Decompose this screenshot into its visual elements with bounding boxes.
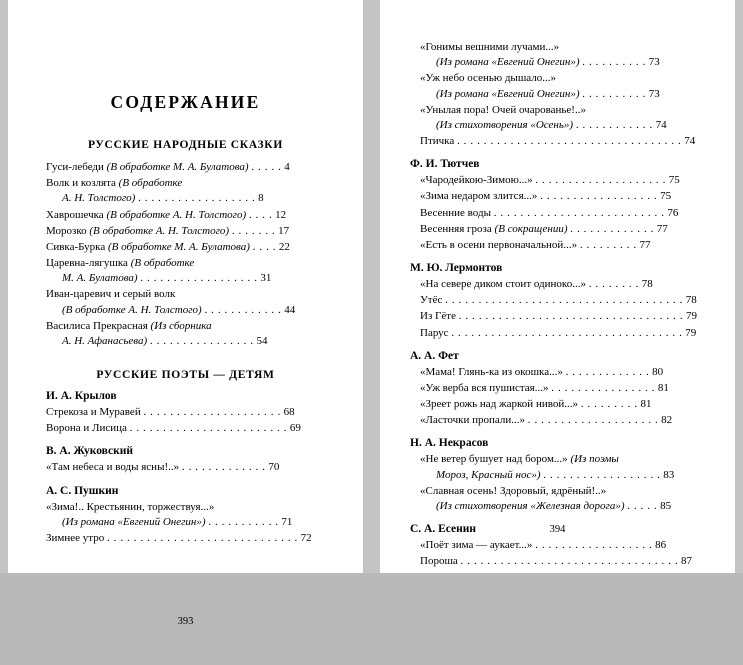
toc-entry[interactable] — [46, 319, 333, 349]
entry-page: 80 — [652, 365, 664, 378]
entry-leader: . . . . . . . . . . . . . — [570, 222, 654, 235]
toc-entry[interactable] — [420, 309, 709, 324]
entry-note-cont: (Из романа «Евгений Онегин») — [62, 515, 206, 528]
entry-title: «Зима!.. Крестьянин, торжествуя...» — [46, 500, 215, 513]
toc-entry[interactable] — [46, 287, 333, 317]
entry-leader: . . . . . . . . . . . . . . . . . . . . . . . . . . . . . . . . . . — [456, 135, 682, 148]
page-number-right: 394 — [549, 524, 566, 535]
entry-title: Утёс — [420, 294, 443, 307]
entry-page: 78 — [685, 294, 697, 307]
entry-title: «Ласточки пропали...» — [420, 414, 525, 427]
entry-title: «Зима недаром злится...» — [420, 190, 538, 203]
entry-note-cont: (Из стихотворения «Осень») — [436, 118, 574, 131]
toc-entry[interactable] — [420, 173, 709, 188]
entry-leader: . . . . . . . . — [588, 278, 639, 291]
toc-entry[interactable] — [420, 554, 709, 569]
entry-page: 85 — [660, 499, 672, 512]
entry-leader: . . . . . . . . . . — [582, 87, 646, 100]
entry-leader: . . . . . . . . . . . . . . . . . . . . . . . . . . . . . . . . . . . — [451, 326, 683, 339]
entry-note-cont: Мороз, Красный нос») — [436, 468, 541, 481]
entry-title: Василиса Прекрасная — [46, 319, 148, 332]
entry-page: 54 — [256, 334, 268, 347]
toc-entry[interactable] — [420, 71, 709, 101]
entry-title: Пороша — [420, 555, 458, 568]
entry-title: Сивка-Бурка — [46, 240, 106, 253]
entry-page: 78 — [641, 278, 653, 291]
entry-leader: . . . . . . . . . . . . . . . . . . . . — [535, 174, 666, 187]
entry-leader: . . . . . — [627, 499, 658, 512]
entry-title: «Поёт зима — аукает...» — [420, 539, 533, 552]
entry-page: 44 — [284, 303, 296, 316]
entry-title: Морозко — [46, 224, 87, 237]
page-number-left: 393 — [177, 616, 194, 627]
entry-leader: . . . . . . . — [231, 224, 276, 237]
left-page — [8, 0, 363, 627]
entry-page: 81 — [657, 381, 669, 394]
entry-page: 75 — [668, 174, 680, 187]
toc-entry[interactable] — [46, 405, 333, 420]
entry-leader: . . . . . . . . . . . . . . . . . . . . . . . . . . . . . . . . . — [460, 555, 679, 568]
entry-continuation — [62, 303, 333, 318]
entry-leader: . . . . . . . . . — [580, 398, 638, 411]
entry-title: Из Гёте — [420, 310, 456, 323]
entry-page: 73 — [648, 56, 660, 69]
entry-leader: . . . . . . . . . . . . . . . . . . — [543, 468, 661, 481]
author-name-esenin: С. А. Есенин — [410, 523, 477, 536]
entry-continuation — [436, 118, 709, 133]
toc-entry[interactable] — [420, 189, 709, 204]
entry-note-cont: (Из стихотворения «Железная дорога») — [436, 499, 625, 512]
entry-page: 79 — [685, 310, 697, 323]
toc-entry[interactable] — [420, 40, 709, 70]
entry-note: (В обработке А. Н. Толстого) — [106, 208, 247, 221]
entry-page: 74 — [655, 118, 667, 131]
entry-leader: . . . . . . . . . . . . . . . . — [149, 334, 254, 347]
entry-leader: . . . . . . . . . . . . . — [181, 461, 266, 474]
entry-page: 86 — [655, 539, 667, 552]
entry-leader: . . . . . . . . . . . . — [575, 118, 653, 131]
toc-entry[interactable] — [46, 224, 333, 239]
entry-note: (В обработке М. А. Булатова) — [108, 240, 250, 253]
toc-entry[interactable] — [420, 484, 709, 514]
toc-entry[interactable] — [420, 397, 709, 412]
entry-title: Весенние воды — [420, 206, 491, 219]
entry-page: 77 — [639, 238, 651, 251]
entry-title: «Есть в осени первоначальной...» — [420, 238, 578, 251]
entry-continuation — [436, 87, 709, 102]
entry-leader: . . . . . . . . . . . . . . . . . . . . . . . . . . . . . . . . . . — [458, 310, 684, 323]
entry-note: (В обработке А. Н. Толстого) — [89, 224, 230, 237]
entry-title: Иван-царевич и серый волк — [46, 288, 176, 301]
entry-leader: . . . . . . . . . . . . . . . . . . — [138, 192, 256, 205]
page-title: СОДЕРЖАНИЕ — [110, 92, 261, 112]
toc-entry[interactable] — [46, 460, 333, 475]
entry-leader: . . . . . . . . . . . . . . . . . . . . . . . . . . . . . — [106, 531, 298, 544]
entry-title: «Чародейкою-Зимою...» — [420, 174, 533, 187]
entry-note: (Из сборника — [150, 319, 212, 332]
entry-page: 81 — [640, 398, 652, 411]
entry-page: 87 — [681, 555, 693, 568]
author-name-lermontov: М. Ю. Лермонтов — [410, 262, 503, 275]
toc-entry[interactable] — [420, 326, 709, 341]
entry-page: 68 — [283, 406, 295, 419]
entry-page: 74 — [684, 135, 696, 148]
entry-leader: . . . . . . . . . . . . . . . . . . — [540, 190, 658, 203]
entry-continuation — [62, 334, 333, 349]
entry-page: 12 — [275, 208, 287, 221]
entry-title: «На севере диком стоит одиноко...» — [420, 278, 586, 291]
entry-leader: . . . . . . . . . — [579, 238, 637, 251]
entry-page: 79 — [685, 326, 697, 339]
entry-title: Гуси-лебеди — [46, 161, 104, 173]
entry-page: 73 — [648, 87, 660, 100]
section-heading-poets: РУССКИЕ ПОЭТЫ — ДЕТЯМ — [96, 369, 275, 382]
author-name-krylov: И. А. Крылов — [46, 390, 117, 403]
entry-note-cont: А. Н. Толстого) — [62, 192, 136, 205]
entry-note-cont: (В обработке А. Н. Толстого) — [62, 303, 202, 316]
entry-leader: . . . . . . . . . . . . . . . . . . — [140, 272, 258, 285]
toc-entry[interactable] — [420, 538, 709, 553]
entry-note: (В обработке — [118, 177, 183, 190]
author-name-zhukovsky: В. А. Жуковский — [46, 445, 133, 458]
toc-entry[interactable] — [420, 365, 709, 380]
entry-title: «Мама! Глянь-ка из окошка...» — [420, 365, 563, 378]
author-name-fet: А. А. Фет — [410, 349, 459, 362]
entry-leader: . . . . . . . . . . . . — [204, 303, 282, 316]
entry-page: 75 — [660, 190, 672, 203]
entry-title: «Зреет рожь над жаркой нивой...» — [420, 398, 578, 411]
right-page-top — [406, 0, 709, 569]
entry-leader: . . . . . . . . . . . . . . . . — [551, 381, 656, 394]
entry-leader: . . . . . . . . . . . . . . . . . . . . . . . . . . . . . . . . . . . . — [445, 294, 683, 307]
entry-leader: . . . . — [248, 208, 273, 221]
entry-title: «Не ветер бушует над бором...» — [420, 453, 568, 466]
toc-entry[interactable] — [420, 238, 709, 253]
entry-leader: . . . . . . . . . . — [582, 56, 646, 69]
entry-leader: . . . . . . . . . . . . . . . . . . . . . . . . — [129, 422, 288, 435]
entry-title: Весенняя гроза — [420, 222, 492, 235]
toc-entry[interactable] — [46, 531, 333, 546]
entry-page: 77 — [656, 222, 668, 235]
right-page — [380, 0, 735, 573]
entry-continuation — [436, 499, 709, 514]
entry-leader: . . . . . . . . . . . . . . . . . . . . . . . . . . — [493, 206, 665, 219]
entry-title: Стрекоза и Муравей — [46, 406, 141, 419]
entry-title: «Унылая пора! Очей очарованье!..» — [420, 103, 586, 116]
toc-entry[interactable] — [420, 206, 709, 221]
entry-page: 22 — [278, 240, 290, 253]
entry-note-cont: (Из романа «Евгений Онегин») — [436, 56, 580, 69]
entry-note: (В сокращении) — [494, 222, 568, 235]
toc-entry[interactable] — [420, 277, 709, 292]
toc-entry[interactable] — [420, 134, 709, 149]
right-page-content — [406, 0, 709, 573]
entry-title: Волк и козлята — [46, 177, 116, 190]
entry-title: «Там небеса и воды ясны!..» — [46, 461, 180, 474]
entry-leader: . . . . . . . . . . . — [208, 515, 279, 528]
entry-page: 17 — [278, 224, 290, 237]
entry-title: Зимнее утро — [46, 531, 105, 544]
left-page-content — [38, 92, 333, 665]
entry-leader: . . . . . . . . . . . . . — [565, 365, 650, 378]
entry-continuation — [62, 191, 333, 206]
entry-leader: . . . . . . . . . . . . . . . . . . . . . — [143, 406, 281, 419]
entry-leader: . . . . . . . . . . . . . . . . . . — [535, 539, 653, 552]
toc-entry[interactable] — [420, 293, 709, 308]
entry-page: 83 — [663, 468, 675, 481]
entry-continuation — [62, 515, 333, 530]
entry-page: 8 — [258, 192, 264, 205]
entry-page: 31 — [260, 272, 272, 285]
toc-entry[interactable] — [46, 208, 333, 223]
entry-page: 4 — [284, 161, 290, 173]
toc-entry[interactable] — [420, 381, 709, 396]
entry-continuation — [62, 271, 333, 286]
toc-entry[interactable] — [420, 222, 709, 237]
entry-title: «Уж небо осенью дышало...» — [420, 72, 557, 85]
entry-page: 72 — [300, 531, 312, 544]
entry-continuation — [436, 55, 709, 70]
entry-page: 70 — [268, 461, 280, 474]
toc-entry[interactable] — [46, 176, 333, 206]
section-heading-folk-tales: РУССКИЕ НАРОДНЫЕ СКАЗКИ — [87, 139, 283, 151]
entry-page: 76 — [667, 206, 679, 219]
author-name-nekrasov: Н. А. Некрасов — [410, 437, 489, 450]
entry-title: Ворона и Лисица — [46, 422, 127, 435]
entry-note: (В обработке М. А. Булатова) — [106, 161, 249, 173]
entry-note: (В обработке — [130, 257, 195, 270]
entry-note-cont: (Из романа «Евгений Онегин») — [436, 87, 580, 100]
toc-entry[interactable] — [420, 452, 709, 482]
entry-note-cont: М. А. Булатова) — [62, 272, 138, 285]
entry-title: Хаврошечка — [46, 208, 104, 221]
entry-title: Парус — [420, 326, 449, 339]
toc-entry[interactable] — [46, 240, 333, 255]
entry-page: 82 — [661, 414, 673, 427]
entry-title: «Гонимы вешними лучами...» — [420, 41, 560, 53]
toc-entry[interactable] — [46, 160, 333, 175]
toc-entry[interactable] — [46, 256, 333, 286]
entry-note: (Из поэмы — [570, 453, 619, 466]
entry-title: Птичка — [420, 135, 455, 148]
entry-title: «Славная осень! Здоровый, ядрёный!..» — [420, 484, 607, 497]
toc-entry[interactable] — [420, 413, 709, 428]
toc-entry[interactable] — [46, 500, 333, 530]
entry-title: «Уж верба вся пушистая...» — [420, 381, 549, 394]
toc-entry[interactable] — [420, 103, 709, 133]
entry-leader: . . . . . — [251, 161, 282, 173]
entry-page: 69 — [289, 422, 301, 435]
author-name-pushkin: А. С. Пушкин — [46, 484, 119, 497]
entry-continuation — [436, 468, 709, 483]
entry-leader: . . . . — [252, 240, 277, 253]
author-name-tyutchev: Ф. И. Тютчев — [410, 158, 480, 171]
toc-entry[interactable] — [46, 421, 333, 436]
entry-page: 71 — [281, 515, 293, 528]
entry-title: Царевна-лягушка — [46, 257, 128, 270]
entry-note-cont: А. Н. Афанасьева) — [62, 334, 148, 347]
entry-leader: . . . . . . . . . . . . . . . . . . . . — [527, 414, 659, 427]
